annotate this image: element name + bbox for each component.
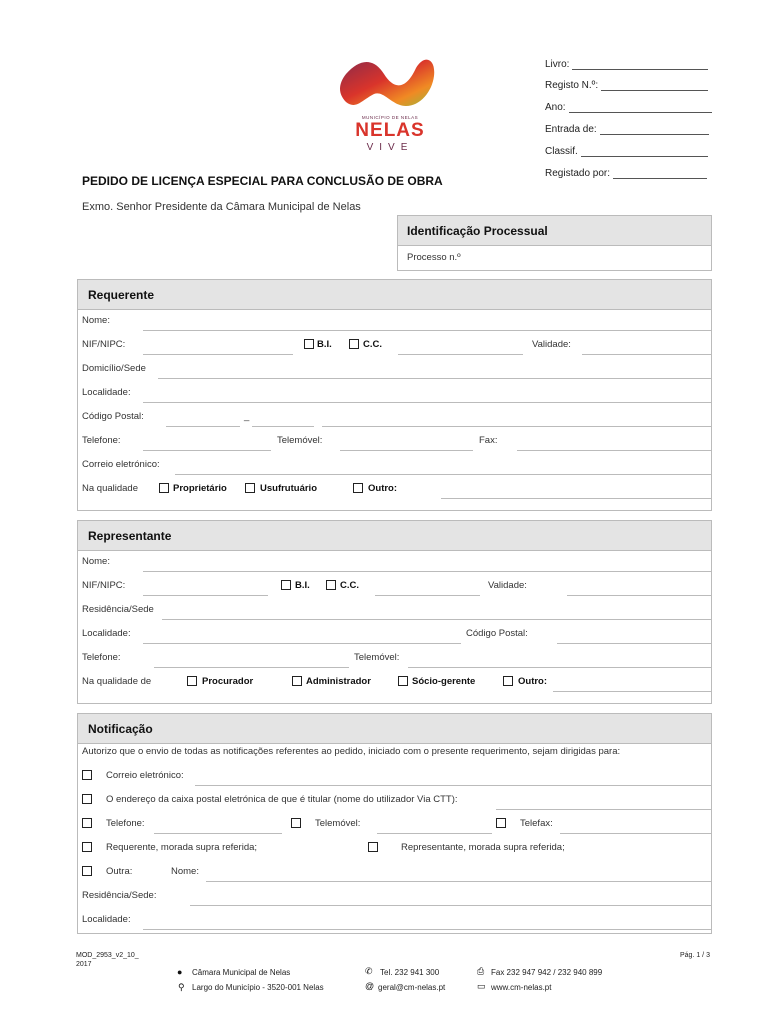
fax-icon: ⎙: [477, 966, 485, 976]
notif-telefax-label: Telefax:: [520, 818, 553, 829]
req-domicilio-input[interactable]: [158, 378, 711, 379]
rep-outro-input[interactable]: [553, 691, 711, 692]
footer-tel: Tel. 232 941 300: [380, 968, 440, 977]
rep-socio-label: Sócio-gerente: [412, 676, 476, 687]
footer-org: Câmara Municipal de Nelas: [192, 968, 291, 977]
req-fax-label: Fax:: [479, 435, 498, 446]
req-codigo-postal-label: Código Postal:: [82, 411, 144, 422]
req-nome-input[interactable]: [143, 330, 711, 331]
logo-tagline: VIVE: [366, 142, 414, 153]
req-codigo-postal-input-3[interactable]: [322, 426, 711, 427]
rep-outro-label: Outro:: [518, 676, 548, 687]
footer-page: Pág. 1 / 3: [680, 952, 710, 959]
rep-nif-label: NIF/NIPC:: [82, 580, 126, 591]
notif-telefone-checkbox[interactable]: [82, 818, 92, 828]
rep-telemovel-label: Telemóvel:: [354, 652, 400, 663]
req-telemovel-input[interactable]: [340, 450, 473, 451]
req-outro-checkbox[interactable]: [353, 483, 363, 493]
req-bi-checkbox[interactable]: [304, 339, 314, 349]
notif-requerente-label: Requerente, morada supra referida;: [106, 842, 258, 853]
notif-correio-input[interactable]: [195, 785, 711, 786]
registry-ano: Ano:: [545, 102, 712, 113]
notif-localidade-input[interactable]: [143, 929, 711, 930]
logo-subtitle: MUNICÍPIO DE NELAS: [361, 115, 419, 120]
registry-entrada: Entrada de:: [545, 124, 709, 135]
rep-procurador-label: Procurador: [202, 676, 254, 687]
rep-validade-label: Validade:: [488, 580, 527, 591]
at-icon: @: [365, 981, 375, 991]
req-localidade-label: Localidade:: [82, 387, 131, 398]
rep-residencia-input[interactable]: [162, 619, 711, 620]
req-proprietario-label: Proprietário: [173, 483, 227, 494]
req-correio-input[interactable]: [175, 474, 711, 475]
footer-address: Largo do Município - 3520-001 Nelas: [192, 983, 324, 992]
notif-representante-checkbox[interactable]: [368, 842, 378, 852]
rep-validade-input[interactable]: [567, 595, 711, 596]
rep-localidade-label: Localidade:: [82, 628, 131, 639]
rep-bi-label: B.I.: [295, 580, 310, 591]
rep-codigo-postal-label: Código Postal:: [466, 628, 528, 639]
section-representante-title: Representante: [78, 521, 711, 551]
notif-residencia-label: Residência/Sede:: [82, 890, 157, 901]
monitor-icon: ▭: [477, 981, 486, 991]
req-domicilio-label: Domicílio/Sede: [82, 363, 146, 374]
req-nif-label: NIF/NIPC:: [82, 339, 126, 350]
footer-year: 2017: [76, 961, 92, 968]
req-telefone-label: Telefone:: [82, 435, 121, 446]
rep-telefone-input[interactable]: [154, 667, 349, 668]
person-icon: ●: [177, 967, 183, 977]
req-validade-input[interactable]: [582, 354, 711, 355]
req-outro-input[interactable]: [441, 498, 711, 499]
notif-requerente-checkbox[interactable]: [82, 842, 92, 852]
req-correio-label: Correio eletrónico:: [82, 459, 160, 470]
rep-telefone-label: Telefone:: [82, 652, 121, 663]
processo-field[interactable]: Processo n.º: [407, 252, 461, 263]
notif-telefax-input[interactable]: [560, 833, 711, 834]
notif-representante-label: Representante, morada supra referida;: [401, 842, 565, 853]
phone-icon: ✆: [365, 966, 373, 976]
location-pin-icon: ⚲: [178, 982, 185, 992]
rep-socio-checkbox[interactable]: [398, 676, 408, 686]
notif-caixa-postal-input[interactable]: [496, 809, 711, 810]
notif-outra-checkbox[interactable]: [82, 866, 92, 876]
registry-livro: Livro:: [545, 59, 708, 70]
notif-correio-checkbox[interactable]: [82, 770, 92, 780]
req-qualidade-label: Na qualidade: [82, 483, 138, 494]
req-fax-input[interactable]: [517, 450, 711, 451]
section-representante: [77, 520, 712, 704]
req-telemovel-label: Telemóvel:: [277, 435, 323, 446]
rep-doc-number-input[interactable]: [375, 595, 480, 596]
req-localidade-input[interactable]: [143, 402, 711, 403]
notif-residencia-input[interactable]: [190, 905, 711, 906]
rep-cc-label: C.C.: [340, 580, 359, 591]
req-nome-label: Nome:: [82, 315, 110, 326]
notif-telemovel-checkbox[interactable]: [291, 818, 301, 828]
req-usufrutuario-label: Usufrutuário: [260, 483, 317, 494]
req-codigo-postal-input-2[interactable]: [252, 426, 314, 427]
req-nif-input[interactable]: [143, 354, 293, 355]
rep-cc-checkbox[interactable]: [326, 580, 336, 590]
req-validade-label: Validade:: [532, 339, 571, 350]
rep-nome-label: Nome:: [82, 556, 110, 567]
rep-qualidade-label: Na qualidade de: [82, 676, 152, 687]
req-cc-checkbox[interactable]: [349, 339, 359, 349]
req-cc-label: C.C.: [363, 339, 382, 350]
section-notificacao-title: Notificação: [78, 714, 711, 744]
section-requerente: [77, 279, 712, 511]
footer-web: www.cm-nelas.pt: [491, 983, 552, 992]
notif-telefone-input[interactable]: [154, 833, 282, 834]
logo-name: NELAS: [355, 120, 425, 141]
req-codigo-postal-dash: _: [244, 411, 250, 422]
addressee: Exmo. Senhor Presidente da Câmara Municipal de Nelas: [82, 201, 361, 213]
notif-caixa-postal-label: O endereço da caixa postal eletrónica de que é titular (nome do utilizador Via CTT):: [106, 794, 458, 805]
notif-correio-label: Correio eletrónico:: [106, 770, 184, 781]
rep-administrador-label: Administrador: [306, 676, 371, 687]
notif-telemovel-input[interactable]: [377, 833, 492, 834]
req-bi-label: B.I.: [317, 339, 332, 350]
rep-residencia-label: Residência/Sede: [82, 604, 154, 615]
notif-telemovel-label: Telemóvel:: [315, 818, 361, 829]
ident-box: [397, 215, 712, 271]
req-usufrutuario-checkbox[interactable]: [245, 483, 255, 493]
registry-classif: Classif.: [545, 146, 708, 157]
notif-nome-input[interactable]: [206, 881, 711, 882]
footer-mod-code: MOD_2953_v2_10_: [76, 952, 139, 959]
notif-telefax-checkbox[interactable]: [496, 818, 506, 828]
footer-fax: Fax 232 947 942 / 232 940 899: [491, 968, 603, 977]
notif-telefone-label: Telefone:: [106, 818, 145, 829]
footer-email: geral@cm-nelas.pt: [378, 983, 446, 992]
rep-localidade-input[interactable]: [143, 643, 461, 644]
req-doc-number-input[interactable]: [398, 354, 523, 355]
registry-registo: Registo N.º:: [545, 80, 708, 91]
notif-outra-label: Outra:: [106, 866, 133, 877]
notif-nome-label: Nome:: [171, 866, 199, 877]
req-outro-label: Outro:: [368, 483, 398, 494]
rep-codigo-postal-input[interactable]: [557, 643, 711, 644]
req-codigo-postal-input-1[interactable]: [166, 426, 240, 427]
notif-localidade-label: Localidade:: [82, 914, 131, 925]
rep-procurador-checkbox[interactable]: [187, 676, 197, 686]
rep-nif-input[interactable]: [143, 595, 268, 596]
rep-outro-checkbox[interactable]: [503, 676, 513, 686]
notif-intro: Autorizo que o envio de todas as notificações referentes ao pedido, iniciado com o presente requerimento, sejam dirigidas para:: [82, 746, 621, 757]
rep-nome-input[interactable]: [143, 571, 711, 572]
rep-telemovel-input[interactable]: [408, 667, 711, 668]
req-telefone-input[interactable]: [143, 450, 271, 451]
rep-administrador-checkbox[interactable]: [292, 676, 302, 686]
document-title: PEDIDO DE LICENÇA ESPECIAL PARA CONCLUSÃO DE OBRA: [82, 174, 443, 188]
registry-registado: Registado por:: [545, 168, 707, 179]
notif-caixa-postal-checkbox[interactable]: [82, 794, 92, 804]
ident-title: Identificação Processual: [398, 216, 711, 246]
req-proprietario-checkbox[interactable]: [159, 483, 169, 493]
rep-bi-checkbox[interactable]: [281, 580, 291, 590]
section-requerente-title: Requerente: [78, 280, 711, 310]
